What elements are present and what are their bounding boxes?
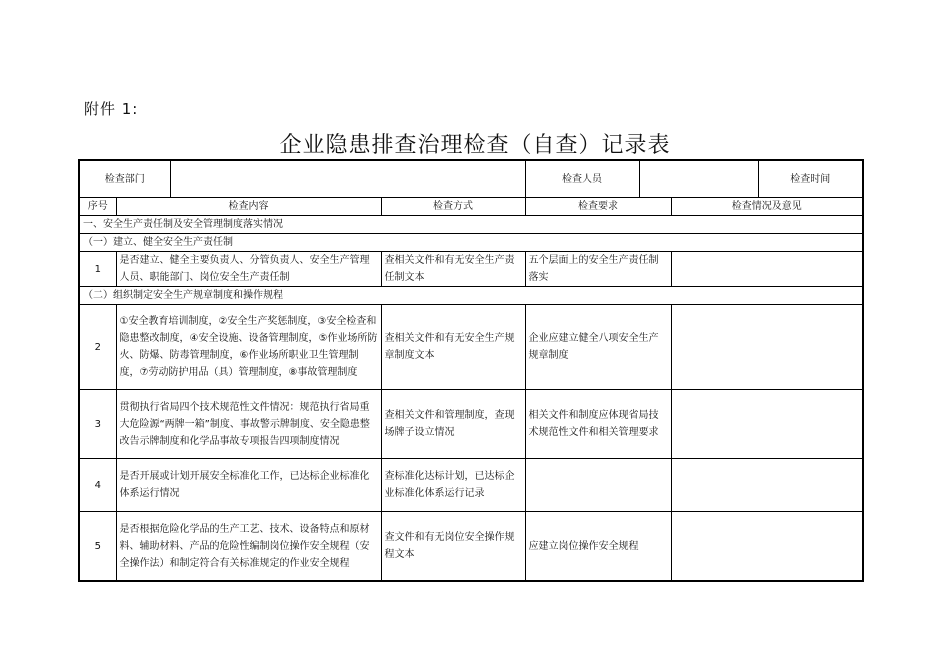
row-opinion-field[interactable]	[671, 252, 863, 287]
row-requirement: 企业应建立健全八项安全生产规章制度	[525, 305, 671, 390]
table-row	[79, 252, 863, 287]
subsection-row	[79, 287, 863, 305]
row-opinion-field[interactable]	[671, 390, 863, 459]
row-opinion-field[interactable]	[671, 459, 863, 512]
row-content: 是否开展或计划开展安全标准化工作，已达标企业标准化体系运行情况	[116, 459, 381, 512]
row-opinion-field[interactable]	[671, 305, 863, 390]
table-row	[79, 512, 863, 582]
row-method: 查标准化达标计划，已达标企业标准化体系运行记录	[381, 459, 525, 512]
row-content: 贯彻执行省局四个技术规范性文件情况：规范执行省局重大危险源“两牌一箱”制度、事故警示牌制度、安全隐患整改告示牌制度和化学品事故专项报告四项制度情况	[116, 390, 381, 459]
row-opinion-field[interactable]	[671, 512, 863, 582]
col-header-content: 检查内容	[116, 198, 381, 216]
row-method: 查相关文件和有无安全生产责任制文本	[381, 252, 525, 287]
dept-field[interactable]	[170, 160, 525, 198]
row-requirement: 相关文件和制度应体现省局技术规范性文件和相关管理要求	[525, 390, 671, 459]
column-header-row	[79, 198, 863, 216]
row-no: 2	[79, 305, 116, 390]
row-content: 是否根据危险化学品的生产工艺、技术、设备特点和原材料、辅助材料、产品的危险性编制岗位操作安全规程（安全操作法）和制定符合有关标准规定的作业安全规程	[116, 512, 381, 582]
page-title: 企业隐患排查治理检查（自查）记录表	[279, 133, 671, 158]
form-header-row	[79, 160, 863, 198]
row-content: 是否建立、健全主要负责人、分管负责人、安全生产管理人员、职能部门、岗位安全生产责任制	[116, 252, 381, 287]
row-no: 5	[79, 512, 116, 582]
table-row	[79, 459, 863, 512]
col-header-requirement: 检查要求	[525, 198, 671, 216]
attachment-label: 附件 1:	[84, 100, 139, 118]
inspector-field[interactable]	[640, 161, 759, 197]
section-row	[79, 216, 863, 234]
inspector-time-group	[640, 161, 863, 197]
row-method: 查相关文件和管理制度，查现场牌子设立情况	[381, 390, 525, 459]
time-label: 检查时间	[790, 173, 831, 185]
dept-label: 检查部门	[79, 160, 170, 198]
row-no: 4	[79, 459, 116, 512]
inspector-label: 检查人员	[525, 160, 639, 198]
row-requirement: 应建立岗位操作安全规程	[525, 512, 671, 582]
col-header-no: 序号	[79, 198, 116, 216]
col-header-opinion: 检查情况及意见	[671, 198, 863, 216]
subsection-title: （一）建立、健全安全生产责任制	[79, 234, 863, 252]
col-header-method: 检查方式	[381, 198, 525, 216]
row-method: 查相关文件和有无安全生产规章制度文本	[381, 305, 525, 390]
table-row	[79, 305, 863, 390]
row-method: 查文件和有无岗位安全操作规程文本	[381, 512, 525, 582]
row-no: 3	[79, 390, 116, 459]
inspection-record-table	[78, 159, 864, 582]
row-requirement	[525, 459, 671, 512]
subsection-row	[79, 234, 863, 252]
row-content: ①安全教育培训制度，②安全生产奖惩制度，③安全检查和隐患整改制度，④安全设施、设备管理制度，⑤作业场所防火、防爆、防毒管理制度，⑥作业场所职业卫生管理制度，⑦劳动防护用品（具）管理制度，⑧事故管理制度	[116, 305, 381, 390]
section-title: 一、安全生产责任制及安全管理制度落实情况	[79, 216, 863, 234]
subsection-title: （二）组织制定安全生产规章制度和操作规程	[79, 287, 863, 305]
row-requirement: 五个层面上的安全生产责任制落实	[525, 252, 671, 287]
table-row	[79, 390, 863, 459]
row-no: 1	[79, 252, 116, 287]
